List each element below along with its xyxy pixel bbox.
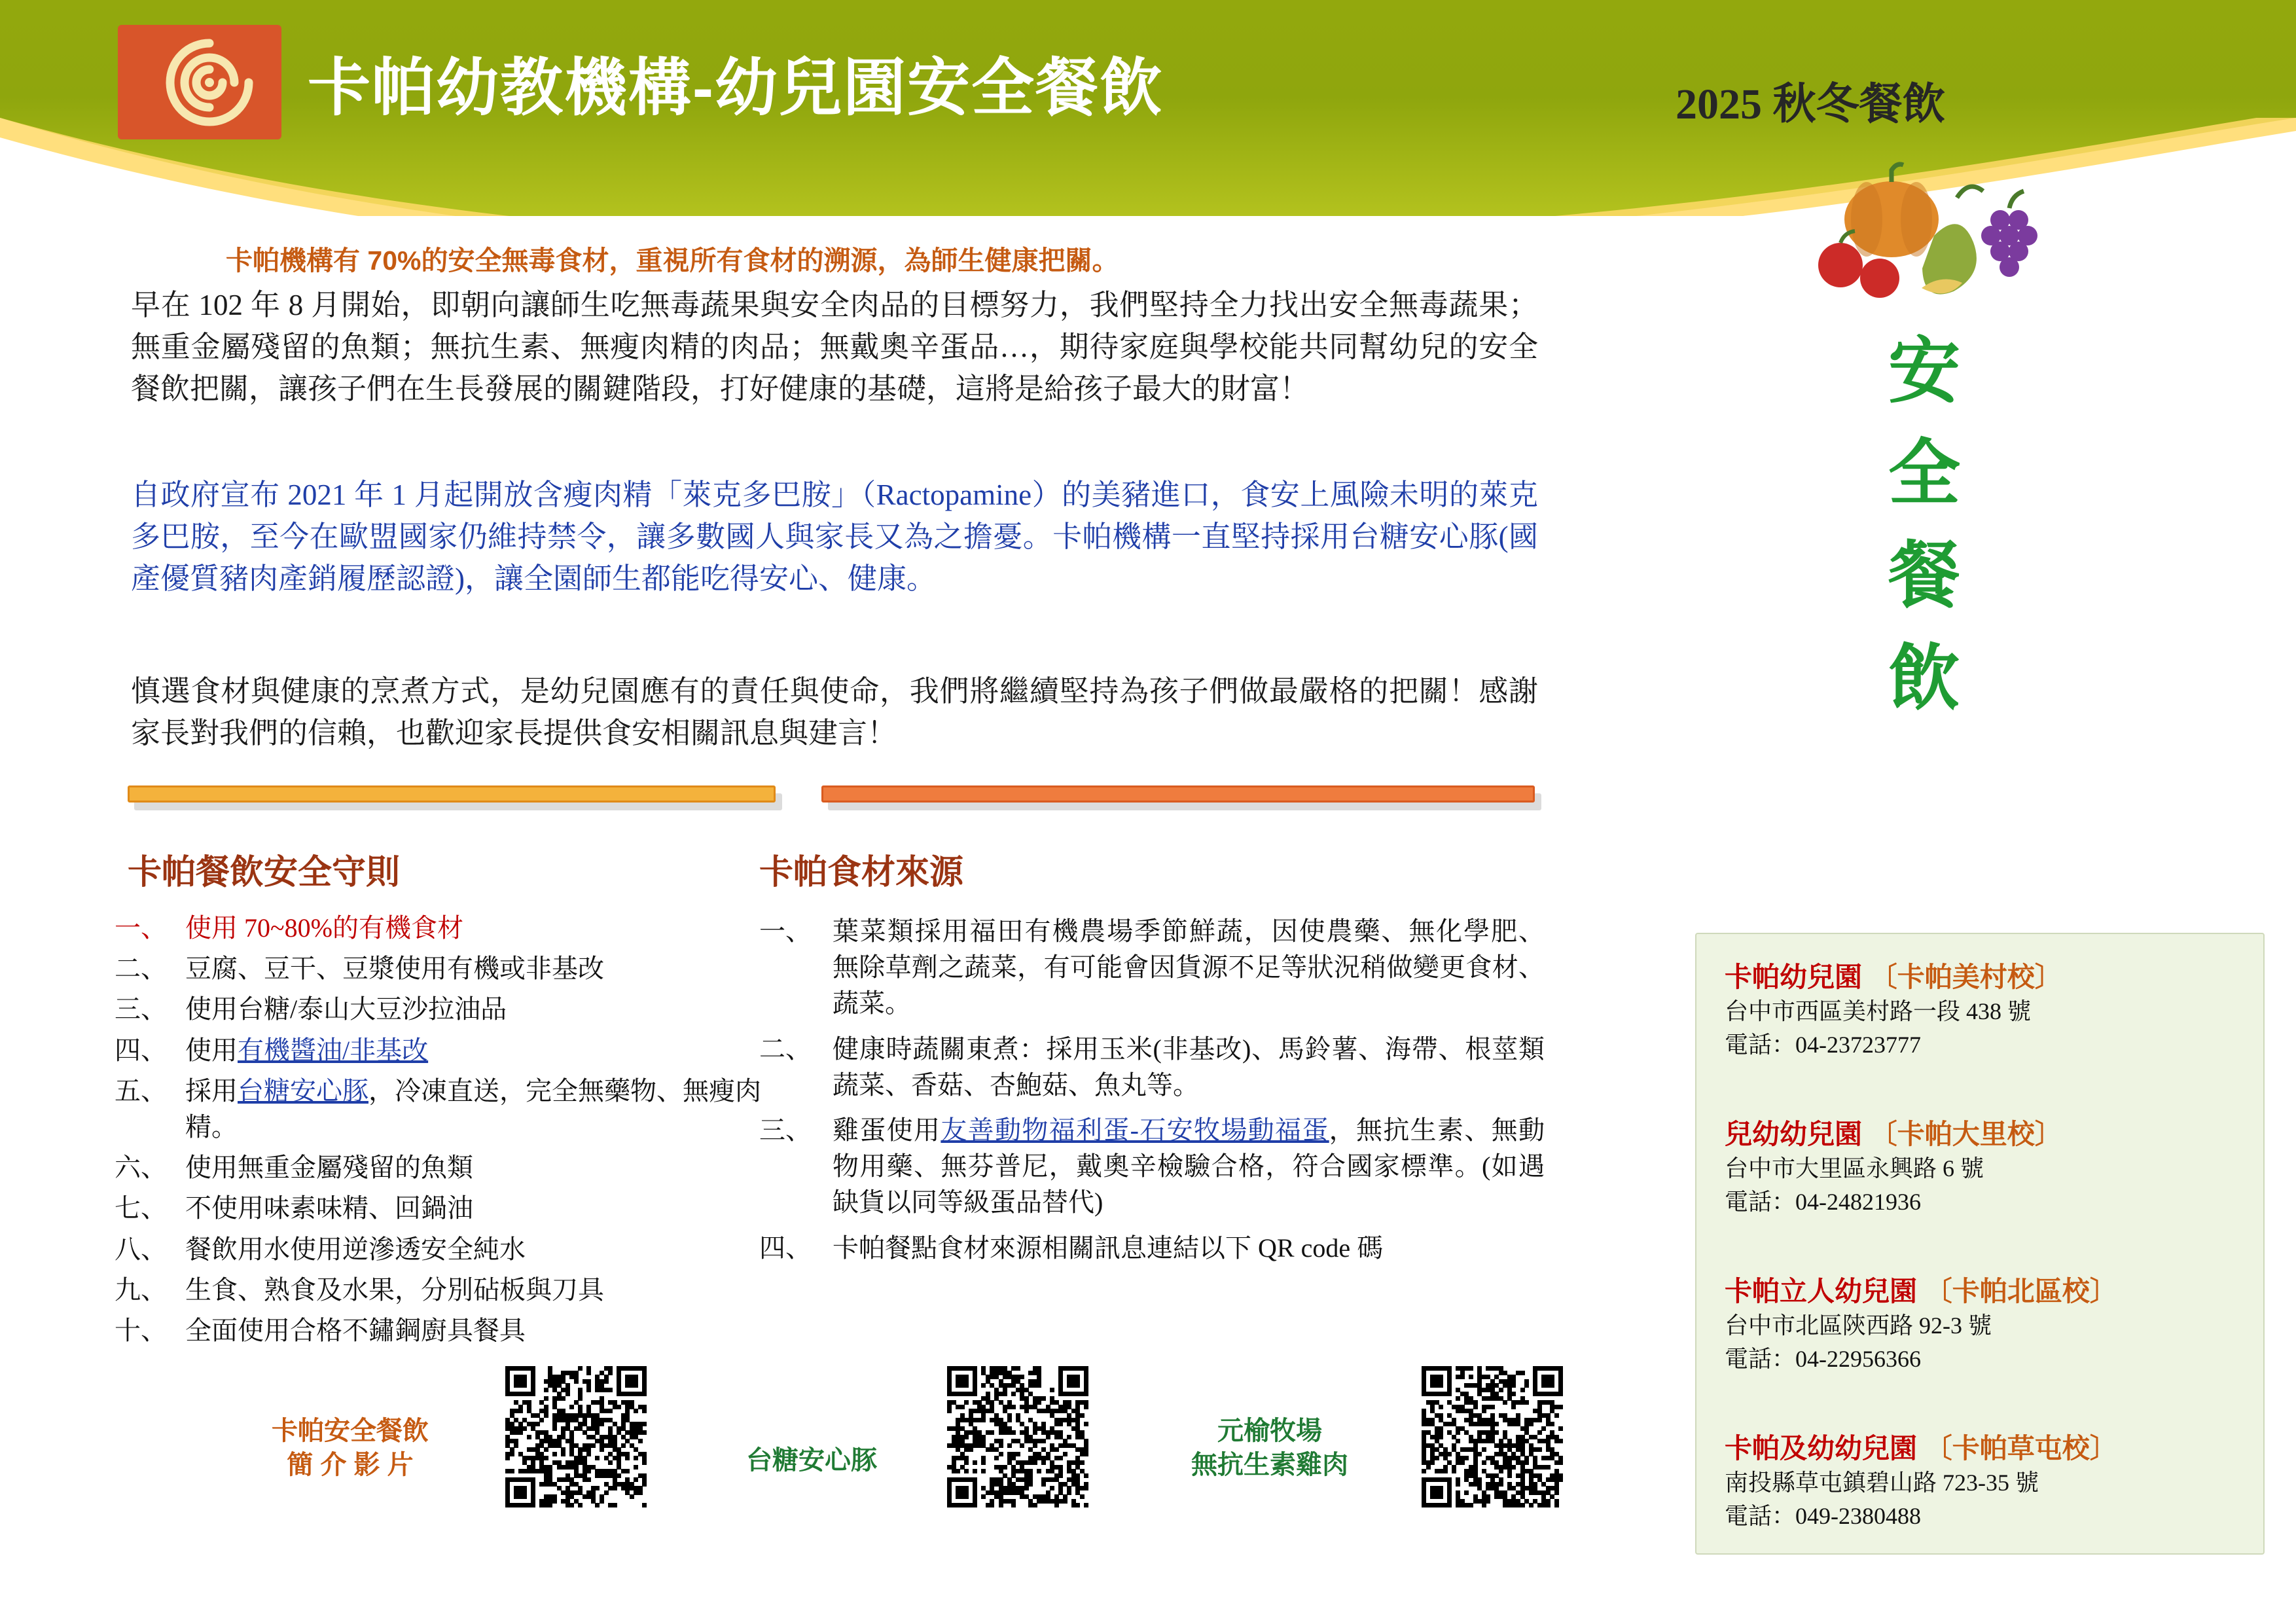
sources-list xyxy=(759,913,1545,1275)
rules-section-heading: 卡帕餐飲安全守則 xyxy=(128,854,401,892)
list-item xyxy=(759,1031,1545,1103)
school-phone: 電話：04-23723777 xyxy=(1725,1032,1921,1058)
list-item xyxy=(115,1190,776,1226)
school-phone: 電話：04-24821936 xyxy=(1725,1189,1921,1216)
school-contact-kapa-beiqu xyxy=(1725,1270,2248,1376)
source-text: 葉菜類採用福田有機農場季節鮮蔬，因使農藥、無化學肥、 無除草劑之蔬菜，有可能會因貨源不足等狀況稍做變更食材、蔬菜。 xyxy=(833,916,1545,1019)
qr-label-kapa-intro-video xyxy=(242,1414,458,1482)
school-name-main: 卡帕及幼幼兒園 xyxy=(1725,1433,1918,1464)
source-number: 三、 xyxy=(759,1115,812,1145)
rule-number: 二、 xyxy=(115,954,167,984)
list-item xyxy=(115,910,776,946)
list-item xyxy=(115,950,776,986)
qr-label-yuanyu-farm xyxy=(1158,1414,1381,1482)
rule-text: 餐飲用水使用逆滲透安全純水 xyxy=(185,1234,526,1264)
vertical-title-char: 飲 xyxy=(1888,638,1960,719)
vertical-title-char: 餐 xyxy=(1888,535,1960,617)
rule-number: 九、 xyxy=(115,1274,167,1305)
source-text: 雞蛋使用友善動物福利蛋-石安牧場動福蛋，無抗生素、無動物用藥、無芬普尼，戴奧辛檢驗合格，符合國家標準。(如遇缺貨以同等級蛋品替代) xyxy=(833,1115,1545,1218)
school-contact-kapa-meicun xyxy=(1725,956,2248,1062)
rule-number: 八、 xyxy=(115,1234,167,1264)
school-branch: 〔卡帕北區校〕 xyxy=(1924,1276,2117,1307)
qr-label-line-2: 無抗生素雞肉 xyxy=(1191,1451,1348,1479)
school-name xyxy=(1725,1427,2248,1466)
rule-number: 四、 xyxy=(115,1035,167,1065)
school-branch: 〔卡帕大里校〕 xyxy=(1869,1119,2062,1149)
qr-yuanyu-farm[interactable] xyxy=(1420,1365,1564,1509)
list-item xyxy=(115,1312,776,1348)
qr-taisugar-pork[interactable] xyxy=(946,1365,1090,1509)
rule-text: 使用有機醬油/非基改 xyxy=(185,1035,429,1065)
rule-text: 全面使用合格不鏽鋼廚具餐具 xyxy=(185,1315,526,1345)
rule-number: 一、 xyxy=(115,913,167,943)
qr-kapa-intro-video[interactable] xyxy=(504,1365,648,1509)
school-phone: 電話：04-22956366 xyxy=(1725,1346,1921,1373)
source-number: 一、 xyxy=(759,916,812,946)
school-address: 台中市西區美村路一段 438 號 xyxy=(1725,998,2032,1024)
list-item xyxy=(115,1149,776,1185)
intro-highlight: 卡帕機構有 70%的安全無毒食材，重視所有食材的溯源，為師生健康把關。 xyxy=(226,245,1119,276)
rule-number: 五、 xyxy=(115,1075,167,1106)
list-item xyxy=(115,991,776,1027)
vertical-title xyxy=(1862,321,1986,730)
divider-bar-right xyxy=(821,785,1535,803)
source-text: 健康時蔬關東煮：採用玉米(非基改)、馬鈴薯、海帶、根莖類蔬菜、香菇、杏鮑菇、魚丸等。 xyxy=(833,1034,1545,1100)
school-name xyxy=(1725,1113,2248,1152)
list-item xyxy=(115,1272,776,1308)
qr-label-line-1: 台糖安心豚 xyxy=(746,1446,877,1475)
rule-number: 七、 xyxy=(115,1193,167,1223)
rule-text: 使用台糖/泰山大豆沙拉油品 xyxy=(185,994,507,1024)
school-branch: 〔卡帕美村校〕 xyxy=(1869,962,2062,992)
school-contact-kapa-caotun xyxy=(1725,1427,2248,1533)
qr-label-taisugar-pork xyxy=(720,1443,903,1477)
school-address: 台中市大里區永興路 6 號 xyxy=(1725,1155,1984,1182)
school-name xyxy=(1725,956,2248,995)
list-item xyxy=(759,913,1545,1022)
school-address: 南投縣草屯鎮碧山路 723-35 號 xyxy=(1725,1470,2039,1496)
school-name xyxy=(1725,1270,2248,1309)
rule-number: 十、 xyxy=(115,1315,167,1345)
intro-paragraph-2: 自政府宣布 2021 年 1 月起開放含瘦肉精「萊克多巴胺」（Ractopamine）的美豬進口，食安上風險未明的萊克多巴胺，至今在歐盟國家仍維持禁令，讓多數國人與家長又為之擔憂。卡帕機構一直堅持採用台糖安心豚(國產優質豬肉產銷履歷認證)，讓全園師生都能吃得安心、健康。 xyxy=(131,478,1538,595)
school-name-main: 卡帕立人幼兒園 xyxy=(1725,1276,1918,1307)
vegetables-illustration-icon xyxy=(1793,157,2042,321)
school-contact-kapa-dali xyxy=(1725,1113,2248,1219)
season-label: 2025 秋冬餐飲 xyxy=(1676,81,1946,128)
intro-paragraph-1: 早在 102 年 8 月開始，即朝向讓師生吃無毒蔬果與安全肉品的目標努力，我們堅持全力找出安全無毒蔬果；無重金屬殘留的魚類；無抗生素、無瘦肉精的肉品；無戴奧辛蛋品…，期待家庭與學校能共同幫幼兒的安全餐飲把關，讓孩子們在生長發展的關鍵階段，打好健康的基礎，這將是給孩子最大的財富！ xyxy=(131,289,1538,405)
school-branch: 〔卡帕草屯校〕 xyxy=(1924,1433,2117,1464)
source-text: 卡帕餐點食材來源相關訊息連結以下 QR code 碼 xyxy=(833,1233,1384,1263)
qr-label-line-2: 簡 介 影 片 xyxy=(287,1451,414,1479)
rule-text: 採用台糖安心豚，冷凍直送，完全無藥物、無瘦肉精。 xyxy=(185,1075,761,1142)
qr-label-line-1: 卡帕安全餐飲 xyxy=(272,1416,429,1445)
rule-text: 生食、熟食及水果，分別砧板與刀具 xyxy=(185,1274,604,1305)
divider-bar-left xyxy=(128,785,776,803)
rule-number: 三、 xyxy=(115,994,167,1024)
vertical-title-char: 安 xyxy=(1888,331,1960,412)
school-name-main: 兒幼幼兒園 xyxy=(1725,1119,1863,1149)
qr-label-line-1: 元榆牧場 xyxy=(1217,1416,1322,1445)
page-title: 卡帕幼教機構-幼兒園安全餐飲 xyxy=(308,53,1164,123)
rule-text: 使用無重金屬殘留的魚類 xyxy=(185,1153,473,1183)
organization-logo xyxy=(118,25,281,139)
rules-list xyxy=(115,910,776,1353)
intro-paragraph-3: 慎選食材與健康的烹煮方式，是幼兒園應有的責任與使命，我們將繼續堅持為孩子們做最嚴格的把關！感謝家長對我們的信賴，也歡迎家長提供食安相關訊息與建言！ xyxy=(131,675,1538,749)
list-item xyxy=(115,1231,776,1267)
source-number: 四、 xyxy=(759,1233,812,1263)
rule-text: 使用 70~80%的有機食材 xyxy=(185,913,463,943)
rule-text: 豆腐、豆干、豆漿使用有機或非基改 xyxy=(185,954,604,984)
sources-section-heading: 卡帕食材來源 xyxy=(759,854,964,892)
vertical-title-char: 全 xyxy=(1888,433,1960,514)
rule-text: 不使用味素味精、回鍋油 xyxy=(185,1193,473,1223)
list-item xyxy=(115,1073,776,1145)
rule-number: 六、 xyxy=(115,1153,167,1183)
school-name-main: 卡帕幼兒園 xyxy=(1725,962,1863,992)
school-phone: 電話：049-2380488 xyxy=(1725,1503,1921,1530)
school-address: 台中市北區陝西路 92-3 號 xyxy=(1725,1312,1992,1339)
spiral-logo-icon xyxy=(157,30,265,135)
list-item xyxy=(115,1032,776,1068)
source-number: 二、 xyxy=(759,1034,812,1064)
list-item xyxy=(759,1230,1545,1266)
list-item xyxy=(759,1112,1545,1221)
